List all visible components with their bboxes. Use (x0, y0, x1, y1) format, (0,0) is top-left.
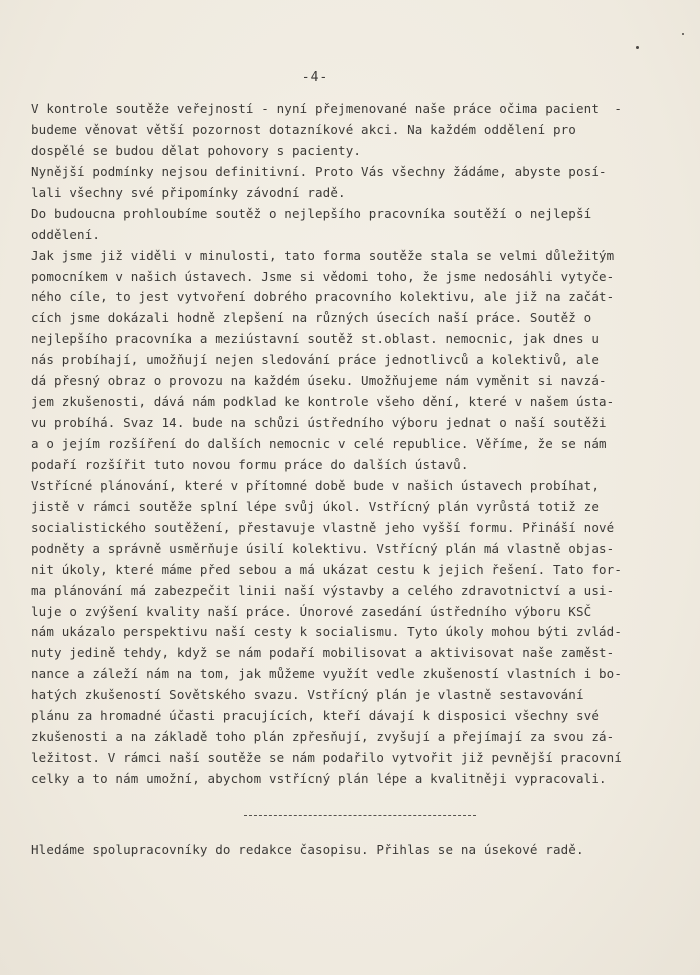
text-line: Jak jsme již viděli v minulosti, tato forma soutěže stala se velmi důležitým (31, 247, 615, 263)
text-line: ného cíle, to jest vytvoření dobrého pracovního kolektivu, ale již na začát- (31, 289, 615, 305)
text-line: plánu za hromadné účasti pracujících, kteří dávají k disposici všechny své (31, 708, 599, 724)
text-line: Vstřícné plánování, které v přítomné době bude v našich ústavech probíhat, (31, 477, 599, 493)
dashed-separator (244, 815, 476, 816)
text-line: Nynější podmínky nejsou definitivní. Proto Vás všechny žádáme, abyste posí- (31, 163, 607, 179)
text-line: jem zkušenosti, dává nám podklad ke kontrole všeho dění, které v našem ústa- (31, 394, 615, 410)
text-line: vu probíhá. Svaz 14. bude na schůzi ústředního výboru jednat o naší soutěži (31, 415, 607, 431)
text-line: podněty a správně usměrňuje úsilí kolektivu. Vstřícný plán má vlastně objas- (31, 540, 615, 556)
body-text (31, 99, 671, 790)
text-line: hatých zkušeností Sovětského svazu. Vstřícný plán je vlastně sestavování (31, 687, 584, 703)
ink-speck (682, 33, 684, 35)
text-line: socialistického soutěžení, přestavuje vlastně jeho vyšší formu. Přináší nové (31, 519, 615, 535)
text-line: nit úkoly, které máme před sebou a má ukázat cestu k jejich řešení. Tato for- (31, 561, 623, 577)
text-line: ma plánování má zabezpečit linii naší výstavby a celého zdravotnictví a usi- (31, 582, 615, 598)
text-line: nás probíhají, umožňují nejen sledování práce jednotlivců a kolektivů, ale (31, 352, 599, 368)
text-line: jistě v rámci soutěže splní lépe svůj úkol. Vstřícný plán vyrůstá totiž ze (31, 498, 599, 514)
text-line: cích jsme dokázali hodně zlepšení na různých úsecích naší práce. Soutěž o (31, 310, 592, 326)
text-line: ležitost. V rámci naší soutěže se nám podařilo vytvořit již pevnější pracovní (31, 750, 623, 766)
text-line: celky a to nám umožní, abychom vstřícný plán lépe a kvalitněji vypracovali. (31, 771, 607, 786)
text-line: luje o zvýšení kvality naší práce. Únorové zasedání ústředního výboru KSČ (31, 603, 592, 619)
text-line: Do budoucna prohloubíme soutěž o nejlepšího pracovníka soutěží o nejlepší (31, 205, 592, 221)
text-line: pomocníkem v našich ústavech. Jsme si vědomi toho, že jsme nedosáhli vytyče- (31, 268, 615, 284)
text-line: dá přesný obraz o provozu na každém úseku. Umožňujeme nám vyměnit si navzá- (31, 373, 607, 389)
text-line: dospělé se budou dělat pohovory s pacienty. (31, 142, 362, 158)
text-line: nance a záleží nám na tom, jak můžeme využít vedle zkušeností vlastních i bo- (31, 666, 623, 682)
footer-notice: Hledáme spolupracovníky do redakce časopisu. Přihlas se na úsekové radě. (31, 842, 584, 857)
text-line: nám ukázalo perspektivu naší cesty k socialismu. Tyto úkoly mohou býti zvlád- (31, 624, 623, 640)
text-line: a o jejím rozšíření do dalších nemocnic v celé republice. Věříme, že se nám (31, 436, 607, 451)
text-line: oddělení. (31, 226, 101, 242)
text-line: nuty jedině tehdy, když se nám podaří mobilisovat a aktivisovat naše zaměst- (31, 645, 615, 661)
text-line: zkušenosti a na základě toho plán zpřesňují, zvyšují a přejímají za svou zá- (31, 729, 615, 745)
text-line: lali všechny své připomínky závodní radě. (31, 184, 346, 200)
ink-speck (636, 46, 639, 49)
text-line: podaří rozšířit tuto novou formu práce do dalších ústavů. (31, 456, 469, 472)
text-line: V kontrole soutěže veřejností - nyní přejmenované naše práce očima pacient - (31, 101, 623, 116)
text-line: nejlepšího pracovníka a meziústavní soutěž st.oblast. nemocnic, jak dnes u (31, 331, 599, 347)
page-number: -4- (301, 70, 329, 85)
text-line: budeme věnovat větší pozornost dotazníkové akci. Na každém oddělení pro (31, 121, 576, 137)
